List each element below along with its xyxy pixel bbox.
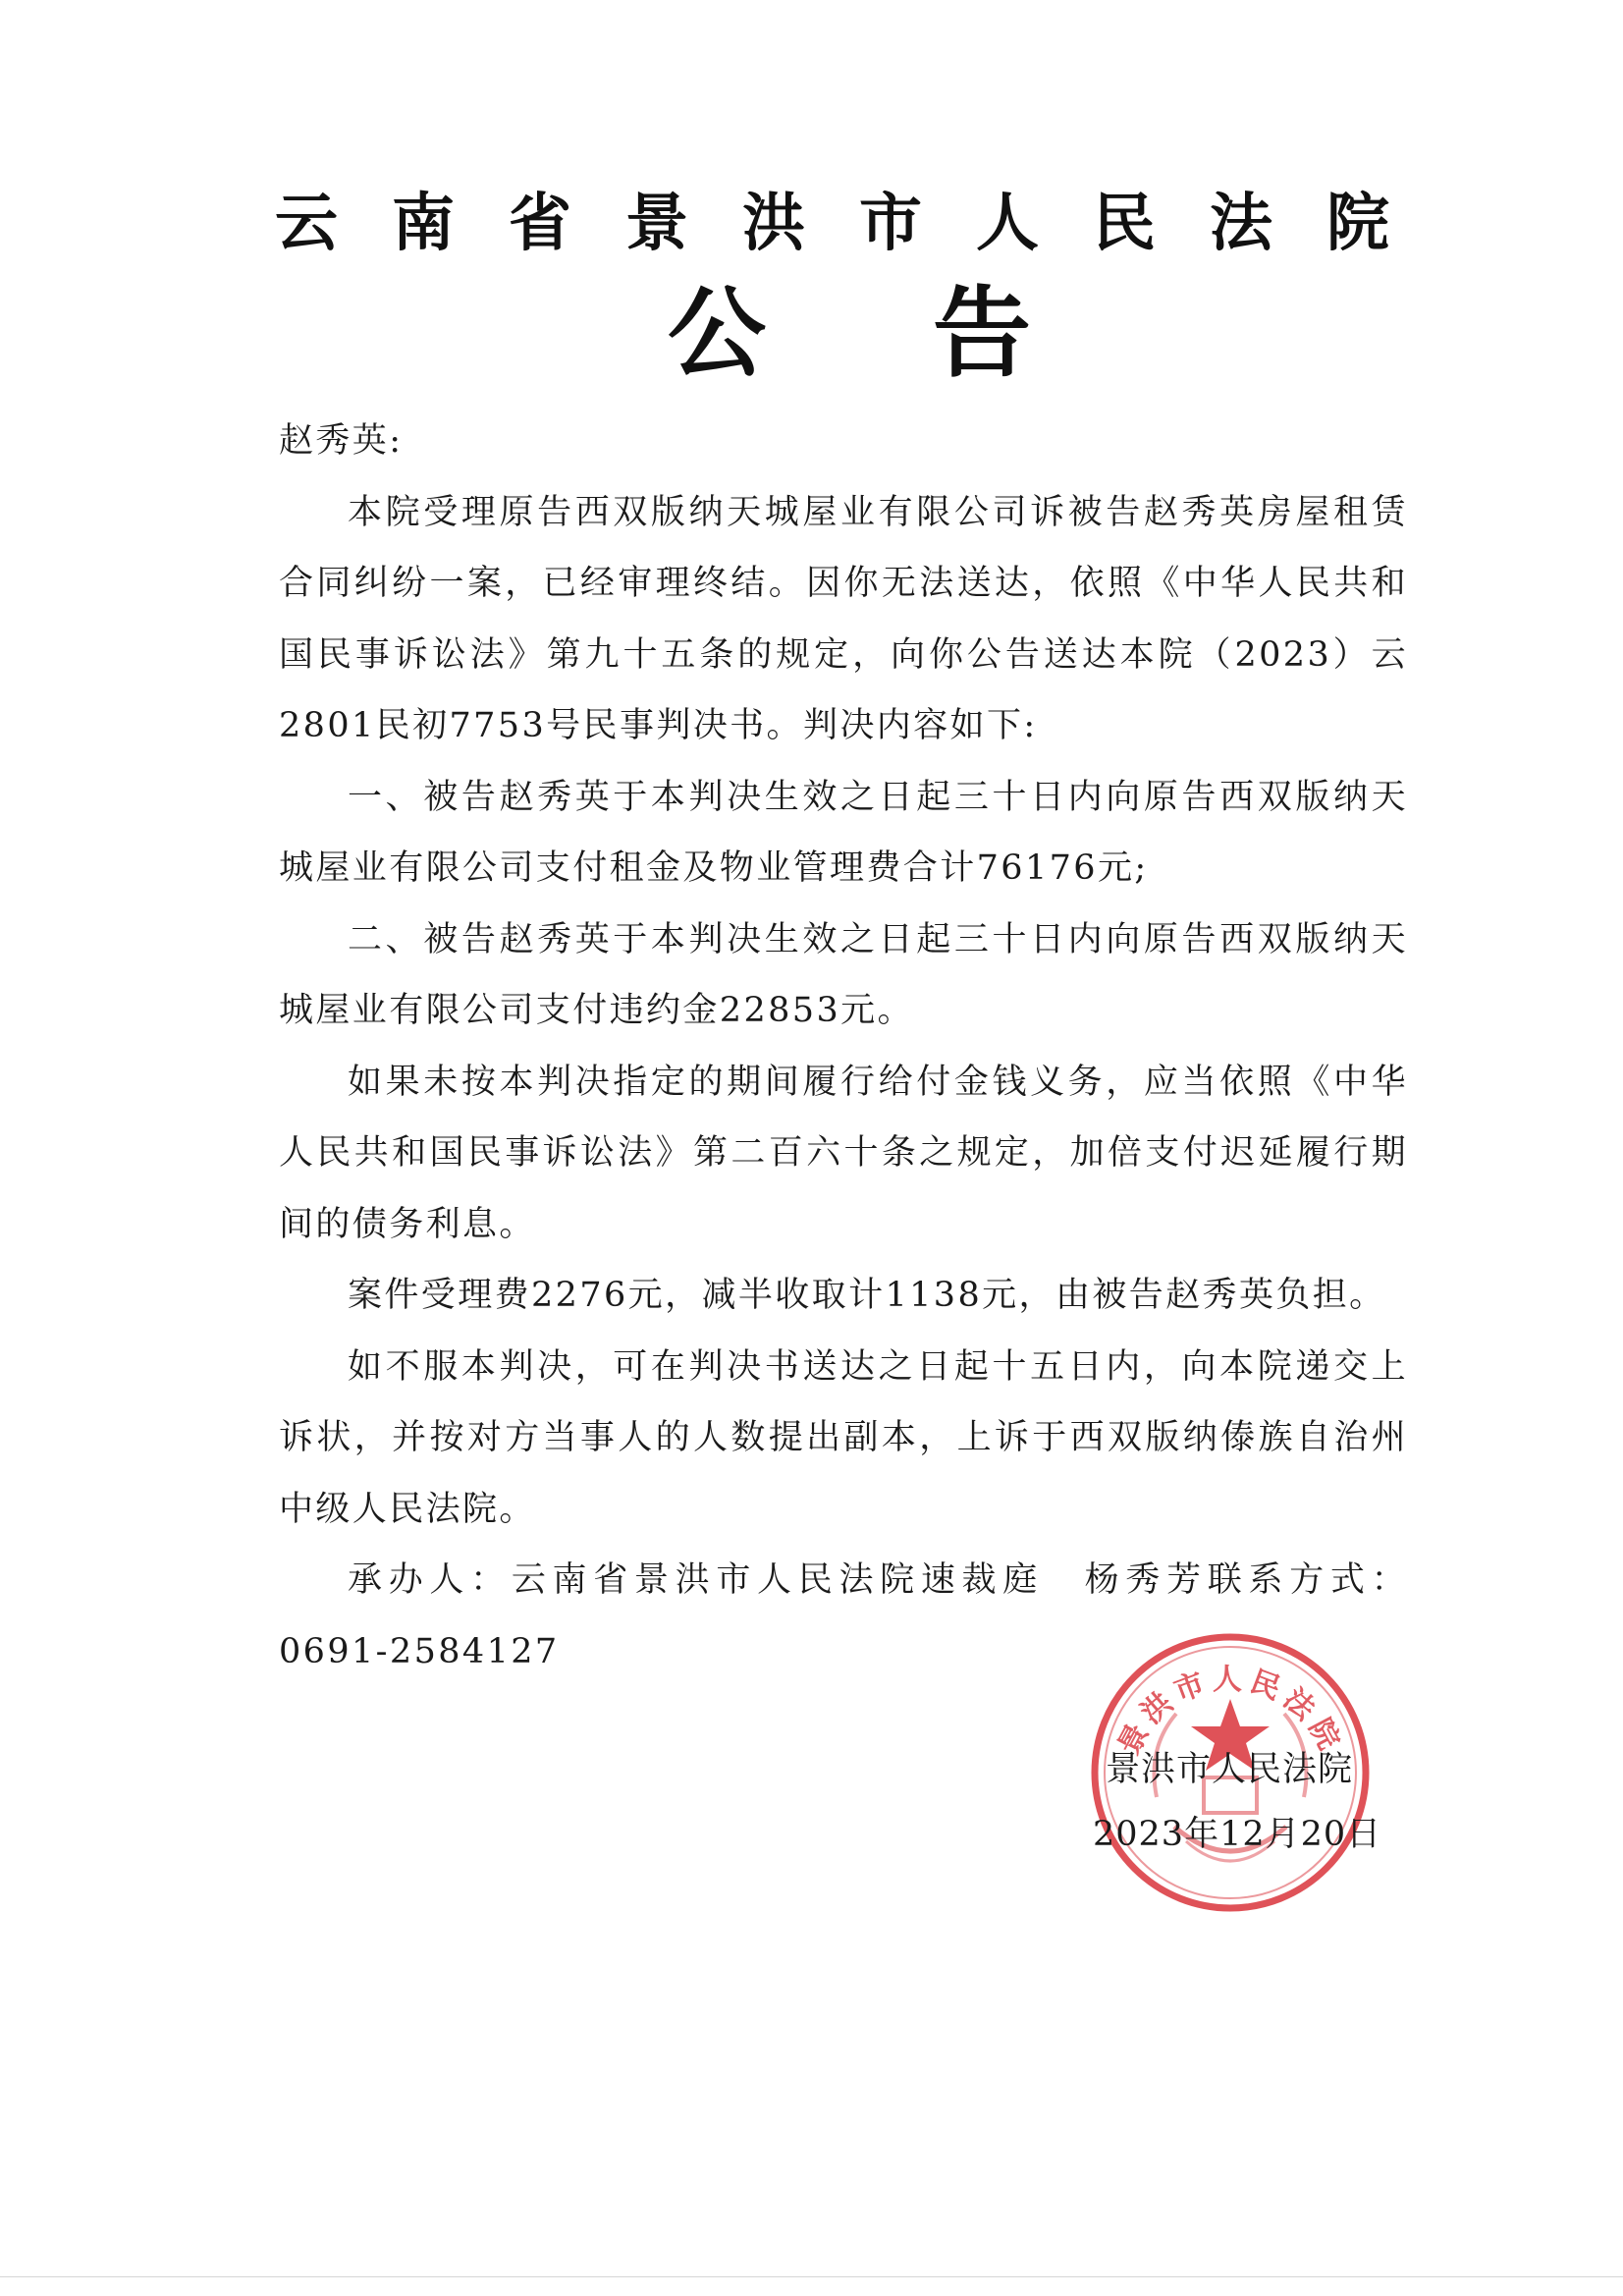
late-payment-paragraph: 如果未按本判决指定的期间履行给付金钱义务，应当依照《中华人民共和国民事诉讼法》第二百六十条之规定，加倍支付迟延履行期间的债务利息。 (279, 1062, 1408, 1244)
announcement-body (279, 406, 1408, 1687)
announcement-heading: 公告 (668, 276, 1031, 391)
seal-text: 景洪市人民法院 (1111, 1663, 1349, 1761)
court-name-heading: 云南省景洪市人民法院 (275, 188, 1389, 260)
judgment-item-2: 二、被告赵秀英于本判决生效之日起三十日内向原告西双版纳天城屋业有限公司支付违约金22853元。 (279, 919, 1408, 1030)
scan-edge-line (0, 2276, 1623, 2277)
fee-paragraph: 案件受理费2276元，减半收取计1138元，由被告赵秀英负担。 (348, 1276, 1386, 1315)
signature-date: 2023年12月20日 (1093, 1815, 1382, 1854)
addressee: 赵秀英: (279, 421, 404, 461)
contact-paragraph: 承办人：云南省景洪市人民法院速裁庭 杨秀芳联系方式：0691-2584127 (279, 1560, 1408, 1671)
appeal-paragraph: 如不服本判决，可在判决书送达之日起十五日内，向本院递交上诉状，并按对方当事人的人数提出副本，上诉于西双版纳傣族自治州中级人民法院。 (279, 1346, 1408, 1529)
judgment-item-1: 一、被告赵秀英于本判决生效之日起三十日内向原告西双版纳天城屋业有限公司支付租金及物业管理费合计76176元; (279, 777, 1408, 888)
body-paragraph-intro: 本院受理原告西双版纳天城屋业有限公司诉被告赵秀英房屋租赁合同纠纷一案，已经审理终结。因你无法送达，依照《中华人民共和国民事诉讼法》第九十五条的规定，向你公告送达本院（2023）云2801民初7753号民事判决书。判决内容如下: (279, 492, 1408, 745)
signature-court-name: 景洪市人民法院 (1106, 1750, 1354, 1789)
